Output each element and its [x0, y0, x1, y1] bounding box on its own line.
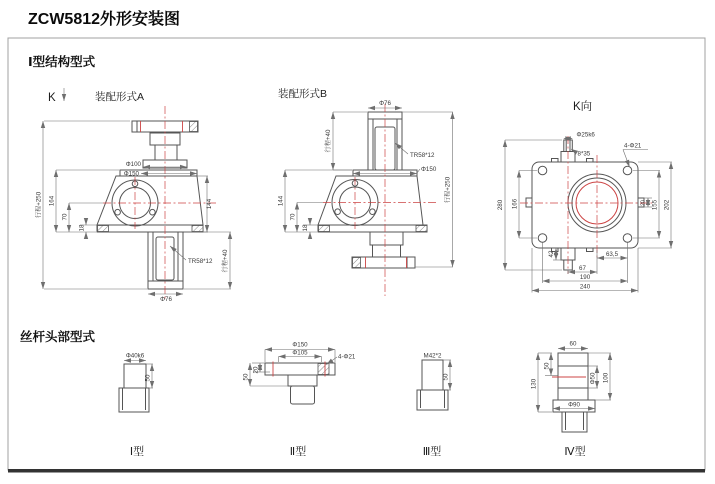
page-title: ZCW5812外形安装图 [28, 11, 181, 28]
k-corner-hole [538, 166, 547, 175]
dim-k-202: 202 [663, 199, 671, 211]
dim-t2-50: 50 [242, 373, 250, 381]
dim-k-key: 8*35 [577, 150, 591, 158]
b-step-block-2 [373, 245, 401, 257]
dim-a-164: 164 [48, 195, 56, 207]
k-view-label: K向 [573, 101, 593, 113]
dim-a-dia100: Φ100 [125, 161, 141, 168]
dim-a-18: 18 [78, 224, 86, 232]
t1-tube [119, 388, 149, 412]
t3-tube [417, 390, 448, 410]
t3-head [422, 360, 443, 390]
dim-t2-20: 20 [252, 366, 260, 374]
head-type-3-label: Ⅲ型 [422, 446, 442, 458]
t2-neck-1 [288, 375, 317, 386]
a-cover-bolt [115, 209, 121, 215]
dim-k-dia25k6: Φ25k6 [576, 131, 595, 139]
dim-t2-dia150: Φ150 [292, 341, 308, 349]
dim-b-dia76: Φ76 [379, 100, 391, 107]
assembly-a-label: 装配形式A [95, 91, 145, 103]
dim-b-18: 18 [302, 224, 309, 232]
drawing-border-bottom [8, 469, 705, 473]
section-screw-head-type: 丝杆头部型式 [20, 330, 96, 344]
b-cover-bolt [335, 209, 341, 215]
dim-k-67: 67 [579, 265, 586, 272]
t2-neck-2 [291, 386, 315, 404]
assembly-b-label: 装配形式B [278, 88, 328, 100]
t1-head [124, 364, 146, 388]
dim-a-dia150: Φ150 [123, 170, 139, 178]
a-cover-bolt [150, 209, 156, 215]
dim-b-travel250: 行程+250 [444, 176, 452, 204]
head-type-1-label: Ⅰ型 [129, 446, 145, 458]
dim-t4-60: 60 [569, 340, 577, 348]
a-step-block-2 [155, 145, 177, 160]
dim-k-240: 240 [579, 283, 591, 291]
k-corner-hole [538, 234, 547, 243]
t4-head [558, 353, 588, 400]
dim-b-144: 144 [277, 195, 285, 207]
t2-flange-hatch [318, 364, 329, 375]
dim-t4-dia90: Φ90 [568, 401, 580, 409]
dim-t1-50: 50 [144, 374, 152, 382]
dim-t2-holes: 4-Φ21 [338, 353, 356, 361]
dim-k-280: 280 [497, 199, 504, 211]
dim-k-20: 20 [640, 200, 647, 206]
head-type-4-label: Ⅳ型 [564, 446, 586, 458]
b-bottom-flange-hatch [353, 258, 361, 268]
dim-t3-thread: M42*2 [423, 352, 442, 360]
view-assembly-a [35, 88, 232, 303]
dim-a-dia76: Φ76 [160, 296, 172, 303]
b-screw-end [375, 127, 395, 170]
dim-t4-100: 100 [602, 372, 610, 384]
dim-a-thread: TR58*12 [188, 258, 213, 265]
dim-t3-50: 50 [442, 373, 450, 381]
view-assembly-b [278, 87, 454, 296]
dim-k-42: 42 [548, 250, 555, 258]
head-type-2 [243, 342, 356, 459]
dim-b-70: 70 [289, 213, 297, 221]
dim-k-63-5: 63,5 [605, 251, 619, 258]
b-bottom-flange [352, 257, 415, 268]
a-base [97, 225, 203, 232]
section-structure-type: Ⅰ型结构型式 [28, 55, 96, 69]
head-type-4 [531, 341, 612, 459]
dim-t4-130: 130 [530, 378, 538, 390]
dim-a-144: 144 [206, 198, 213, 210]
dim-a-travel250: 行程+250 [35, 191, 43, 219]
dim-k-holes: 4-Φ21 [624, 142, 642, 150]
a-top-flange-hatch [190, 122, 198, 132]
dim-b-dia150: Φ150 [421, 166, 437, 173]
dim-t4-dia50: Φ50 [589, 372, 597, 385]
k-corner-hole [623, 234, 632, 243]
b-step-block-1 [370, 232, 403, 245]
dim-a-travel40: 行程+40 [222, 249, 229, 273]
dim-t1-dia40k6: Φ40k6 [125, 352, 145, 360]
dim-k-190: 190 [579, 274, 591, 281]
dim-a-70: 70 [61, 213, 69, 221]
b-cover-bolt [370, 209, 376, 215]
b-base [318, 225, 427, 232]
dim-t2-dia105: Φ105 [292, 349, 308, 357]
head-type-3 [417, 353, 451, 459]
dim-t4-50: 50 [543, 362, 551, 370]
head-type-1 [119, 353, 153, 459]
head-type-2-label: Ⅱ型 [289, 446, 307, 458]
dim-b-thread: TR58*12 [410, 152, 435, 159]
k-corner-hole [623, 166, 632, 175]
dim-k-166: 166 [511, 198, 519, 210]
k-side-boss [526, 198, 532, 207]
dim-k-155: 155 [651, 199, 659, 211]
dim-b-travel40: 行程+40 [325, 129, 332, 153]
k-direction-marker: K [48, 92, 56, 104]
view-k-direction [497, 99, 672, 293]
